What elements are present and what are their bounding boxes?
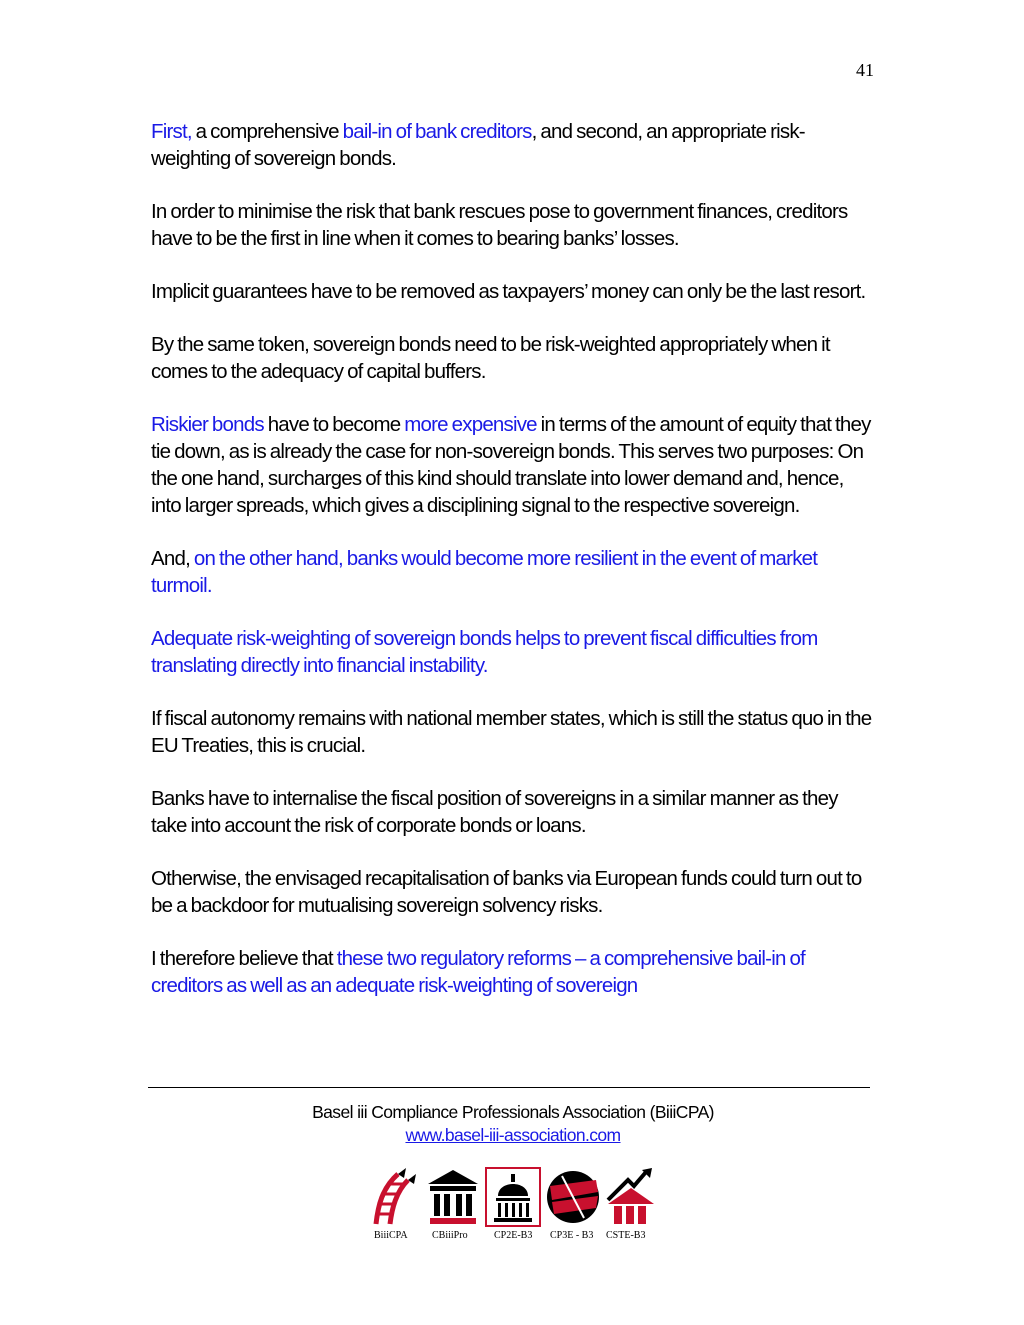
logo-label: BiiiCPA — [374, 1230, 408, 1241]
body-text: And, — [151, 547, 194, 570]
highlighted-text: Adequate risk-weighting of sovereign bonds helps to prevent fiscal difficulties from translating directly into financial instability. — [151, 627, 818, 677]
association-link[interactable]: www.basel-iii-association.com — [405, 1125, 621, 1145]
body-text: Banks have to internalise the fiscal position of sovereigns in a similar manner as they take into account the risk of corporate bonds or loans. — [151, 787, 838, 837]
page-number: 41 — [856, 60, 874, 80]
biiicpa-logo — [368, 1166, 424, 1246]
body-text: By the same token, sovereign bonds need to be risk-weighted appropriately when it comes to the adequacy of capital buffers. — [151, 333, 830, 383]
paragraph — [151, 865, 873, 919]
body-text: have to become — [263, 413, 405, 436]
biiicpa-logo-icon — [368, 1166, 424, 1228]
paragraph — [151, 625, 873, 679]
highlighted-text: more expensive — [404, 413, 537, 436]
body-text: a comprehensive — [191, 120, 343, 143]
paragraph — [151, 118, 873, 172]
body-text: If fiscal autonomy remains with national member states, which is still the status quo in the EU Treaties, this is crucial. — [151, 707, 872, 757]
globe-flag-icon — [544, 1166, 602, 1228]
logo-label: CBiiiPro — [432, 1230, 468, 1241]
paragraph — [151, 278, 873, 305]
body-text: I therefore believe that — [151, 947, 337, 970]
highlighted-text: these two regulatory reforms – a comprehensive bail-in of creditors as well as an adequate risk-weighting of sovereign — [151, 947, 805, 997]
paragraph — [151, 198, 873, 252]
highlighted-text: First, — [151, 120, 192, 143]
bank-building-icon — [424, 1166, 482, 1228]
paragraph — [151, 411, 873, 519]
cste-b3-logo — [604, 1166, 658, 1246]
highlighted-text: on the other hand, banks would become more resilient in the event of market turmoil. — [151, 547, 818, 597]
footer — [148, 1100, 878, 1146]
logo-label: CP3E - B3 — [550, 1230, 594, 1241]
highlighted-text: Riskier bonds — [151, 413, 264, 436]
document-body — [151, 118, 873, 1025]
body-text: , and second, an appropriate risk-weighting of sovereign bonds. — [151, 120, 805, 170]
paragraph — [151, 785, 873, 839]
cbiiipro-logo — [424, 1166, 482, 1246]
paragraph — [151, 705, 873, 759]
logo-label: CSTE-B3 — [606, 1230, 646, 1241]
footer-divider — [148, 1087, 870, 1088]
body-text: In order to minimise the risk that bank rescues pose to government finances, creditors have to be the first in line when it comes to bearing banks’ losses. — [151, 200, 848, 250]
paragraph — [151, 331, 873, 385]
highlighted-text: bail-in of bank creditors — [342, 120, 532, 143]
body-text: Otherwise, the envisaged recapitalisation of banks via European funds could turn out to be a backdoor for mutualising sovereign solvency risks. — [151, 867, 862, 917]
cp3e-b3-logo — [544, 1166, 602, 1246]
paragraph — [151, 945, 873, 999]
paragraph — [151, 545, 873, 599]
rising-chart-icon — [604, 1166, 658, 1228]
body-text: in terms of the amount of equity that they tie down, as is already the case for non-sovereign bonds. This serves two purposes: On the one hand, surcharges of this kind should translate into lower demand and, hence, into larger spreads, which gives a disciplining signal to the respective sovereign. — [151, 413, 871, 517]
logo-label: CP2E-B3 — [494, 1230, 533, 1241]
association-name: Basel iii Compliance Professionals Association (BiiiCPA) — [312, 1102, 714, 1122]
capitol-dome-icon — [484, 1166, 542, 1228]
cp2e-b3-logo — [484, 1166, 542, 1246]
body-text: Implicit guarantees have to be removed as taxpayers’ money can only be the last resort. — [151, 280, 866, 303]
certification-logos — [368, 1166, 658, 1246]
